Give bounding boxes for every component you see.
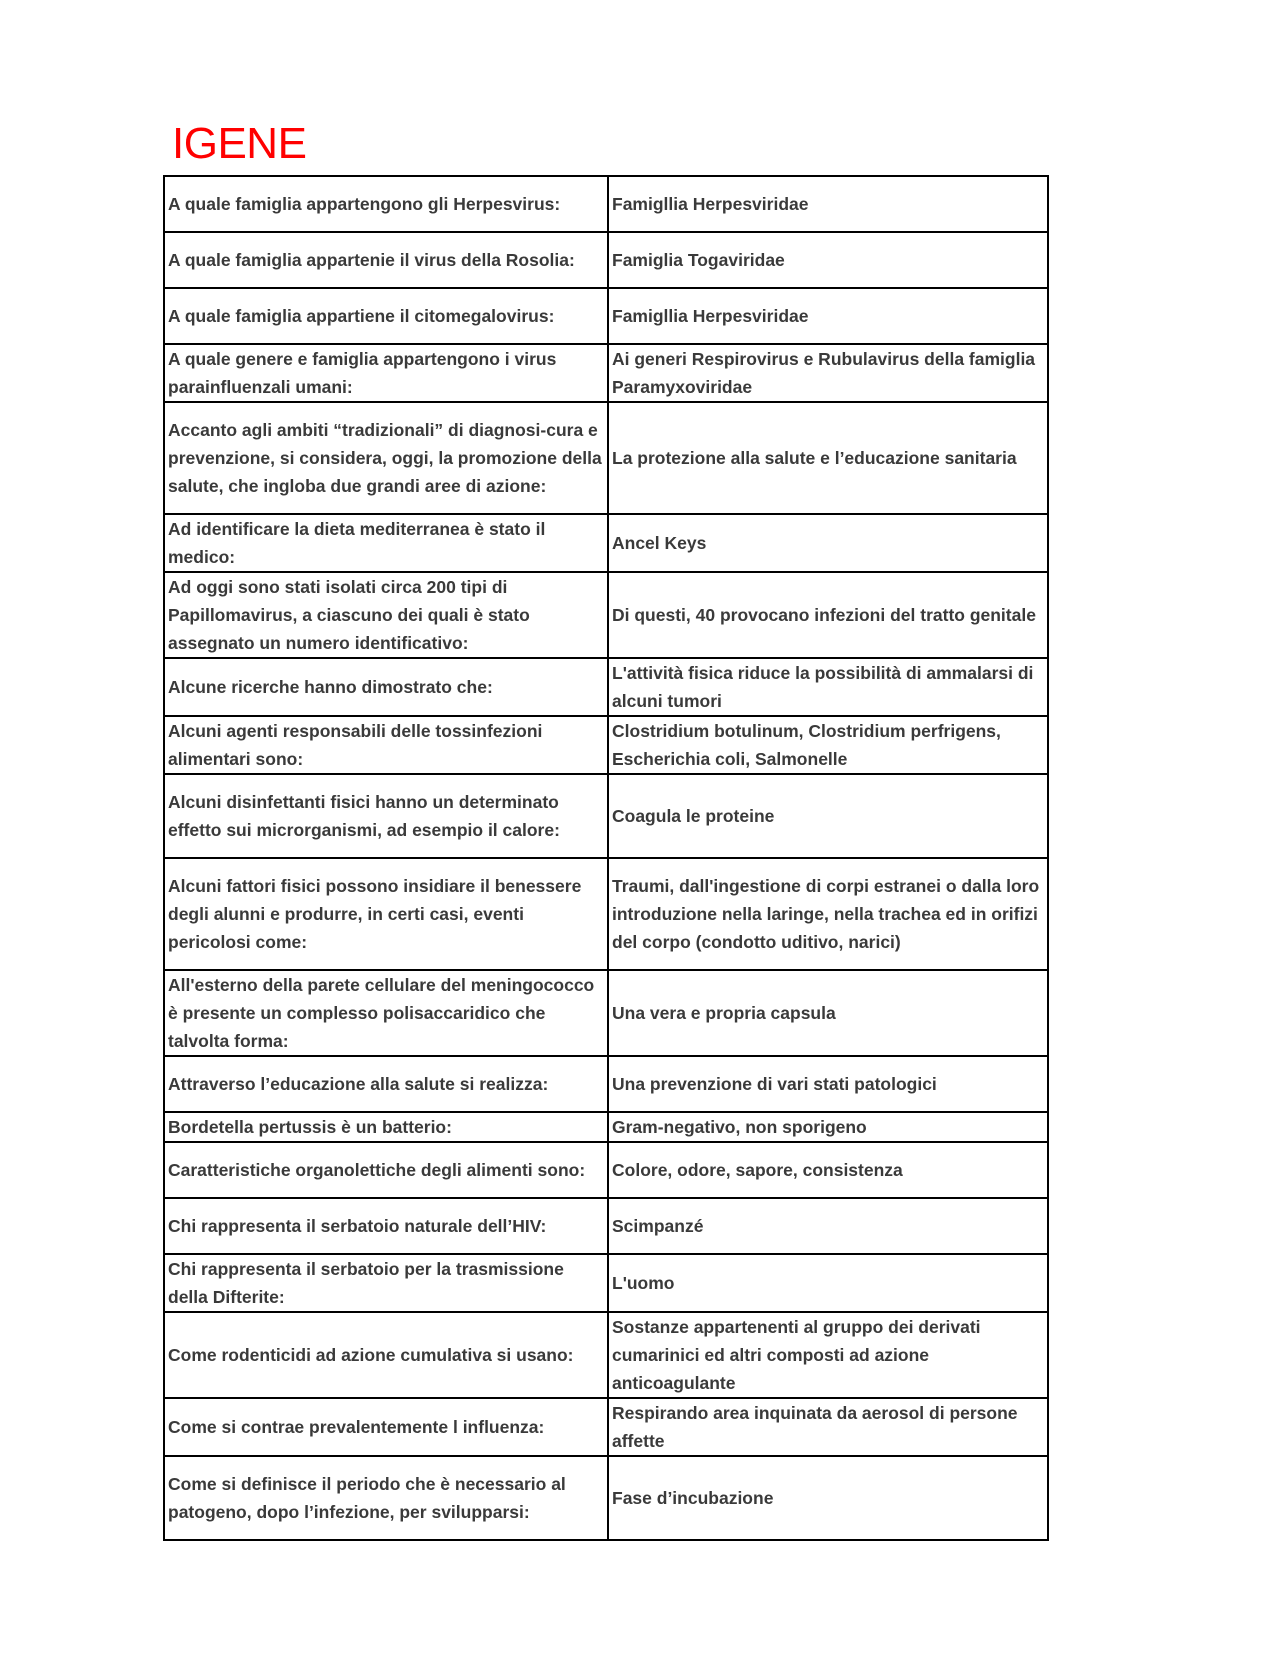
table-row — [164, 658, 1048, 716]
answer-cell: Una vera e propria capsula — [608, 970, 1048, 1056]
answer-cell: Respirando area inquinata da aerosol di persone affette — [608, 1398, 1048, 1456]
table-row — [164, 1198, 1048, 1254]
qa-table — [163, 175, 1049, 1541]
document-title: IGENE — [172, 119, 307, 168]
answer-cell: La protezione alla salute e l’educazione sanitaria — [608, 402, 1048, 514]
question-cell: Ad identificare la dieta mediterranea è stato il medico: — [164, 514, 608, 572]
table-row — [164, 402, 1048, 514]
answer-cell: Ai generi Respirovirus e Rubulavirus della famiglia Paramyxoviridae — [608, 344, 1048, 402]
table-row — [164, 232, 1048, 288]
question-cell: Alcune ricerche hanno dimostrato che: — [164, 658, 608, 716]
table-row — [164, 1254, 1048, 1312]
answer-cell: Scimpanzé — [608, 1198, 1048, 1254]
question-cell: Alcuni disinfettanti fisici hanno un determinato effetto sui microrganismi, ad esempio il calore: — [164, 774, 608, 858]
table-row — [164, 1398, 1048, 1456]
question-cell: Alcuni fattori fisici possono insidiare il benessere degli alunni e produrre, in certi casi, eventi pericolosi come: — [164, 858, 608, 970]
table-row — [164, 176, 1048, 232]
answer-cell: Sostanze appartenenti al gruppo dei derivati cumarinici ed altri composti ad azione anticoagulante — [608, 1312, 1048, 1398]
question-cell: All'esterno della parete cellulare del meningococco è presente un complesso polisaccaridico che talvolta forma: — [164, 970, 608, 1056]
answer-cell: L'attività fisica riduce la possibilità di ammalarsi di alcuni tumori — [608, 658, 1048, 716]
question-cell: A quale famiglia appartengono gli Herpesvirus: — [164, 176, 608, 232]
answer-cell: Fase d’incubazione — [608, 1456, 1048, 1540]
table-row — [164, 1142, 1048, 1198]
question-cell: Ad oggi sono stati isolati circa 200 tipi di Papillomavirus, a ciascuno dei quali è stato assegnato un numero identificativo: — [164, 572, 608, 658]
question-cell: A quale genere e famiglia appartengono i virus parainfluenzali umani: — [164, 344, 608, 402]
table-row — [164, 1456, 1048, 1540]
answer-cell: Traumi, dall'ingestione di corpi estranei o dalla loro introduzione nella laringe, nella trachea ed in orifizi del corpo (condotto uditivo, narici) — [608, 858, 1048, 970]
question-cell: A quale famiglia appartiene il citomegalovirus: — [164, 288, 608, 344]
question-cell: Bordetella pertussis è un batterio: — [164, 1112, 608, 1142]
table-row — [164, 774, 1048, 858]
question-cell: Chi rappresenta il serbatoio naturale dell’HIV: — [164, 1198, 608, 1254]
answer-cell: L'uomo — [608, 1254, 1048, 1312]
question-cell: Come rodenticidi ad azione cumulativa si usano: — [164, 1312, 608, 1398]
answer-cell: Famigllia Herpesviridae — [608, 176, 1048, 232]
table-row — [164, 970, 1048, 1056]
answer-cell: Famiglia Togaviridae — [608, 232, 1048, 288]
table-row — [164, 572, 1048, 658]
answer-cell: Gram-negativo, non sporigeno — [608, 1112, 1048, 1142]
answer-cell: Clostridium botulinum, Clostridium perfrigens, Escherichia coli, Salmonelle — [608, 716, 1048, 774]
answer-cell: Una prevenzione di vari stati patologici — [608, 1056, 1048, 1112]
question-cell: Chi rappresenta il serbatoio per la trasmissione della Difterite: — [164, 1254, 608, 1312]
table-row — [164, 1112, 1048, 1142]
table-row — [164, 716, 1048, 774]
question-cell: A quale famiglia appartenie il virus della Rosolia: — [164, 232, 608, 288]
answer-cell: Coagula le proteine — [608, 774, 1048, 858]
answer-cell: Colore, odore, sapore, consistenza — [608, 1142, 1048, 1198]
answer-cell: Ancel Keys — [608, 514, 1048, 572]
table-row — [164, 288, 1048, 344]
question-cell: Attraverso l’educazione alla salute si realizza: — [164, 1056, 608, 1112]
table-row — [164, 514, 1048, 572]
question-cell: Come si definisce il periodo che è necessario al patogeno, dopo l’infezione, per svilupparsi: — [164, 1456, 608, 1540]
question-cell: Alcuni agenti responsabili delle tossinfezioni alimentari sono: — [164, 716, 608, 774]
question-cell: Come si contrae prevalentemente l influenza: — [164, 1398, 608, 1456]
table-row — [164, 1056, 1048, 1112]
question-cell: Accanto agli ambiti “tradizionali” di diagnosi-cura e prevenzione, si considera, oggi, la promozione della salute, che ingloba due grandi aree di azione: — [164, 402, 608, 514]
answer-cell: Famigllia Herpesviridae — [608, 288, 1048, 344]
table-row — [164, 858, 1048, 970]
table-row — [164, 1312, 1048, 1398]
table-row — [164, 344, 1048, 402]
answer-cell: Di questi, 40 provocano infezioni del tratto genitale — [608, 572, 1048, 658]
question-cell: Caratteristiche organolettiche degli alimenti sono: — [164, 1142, 608, 1198]
